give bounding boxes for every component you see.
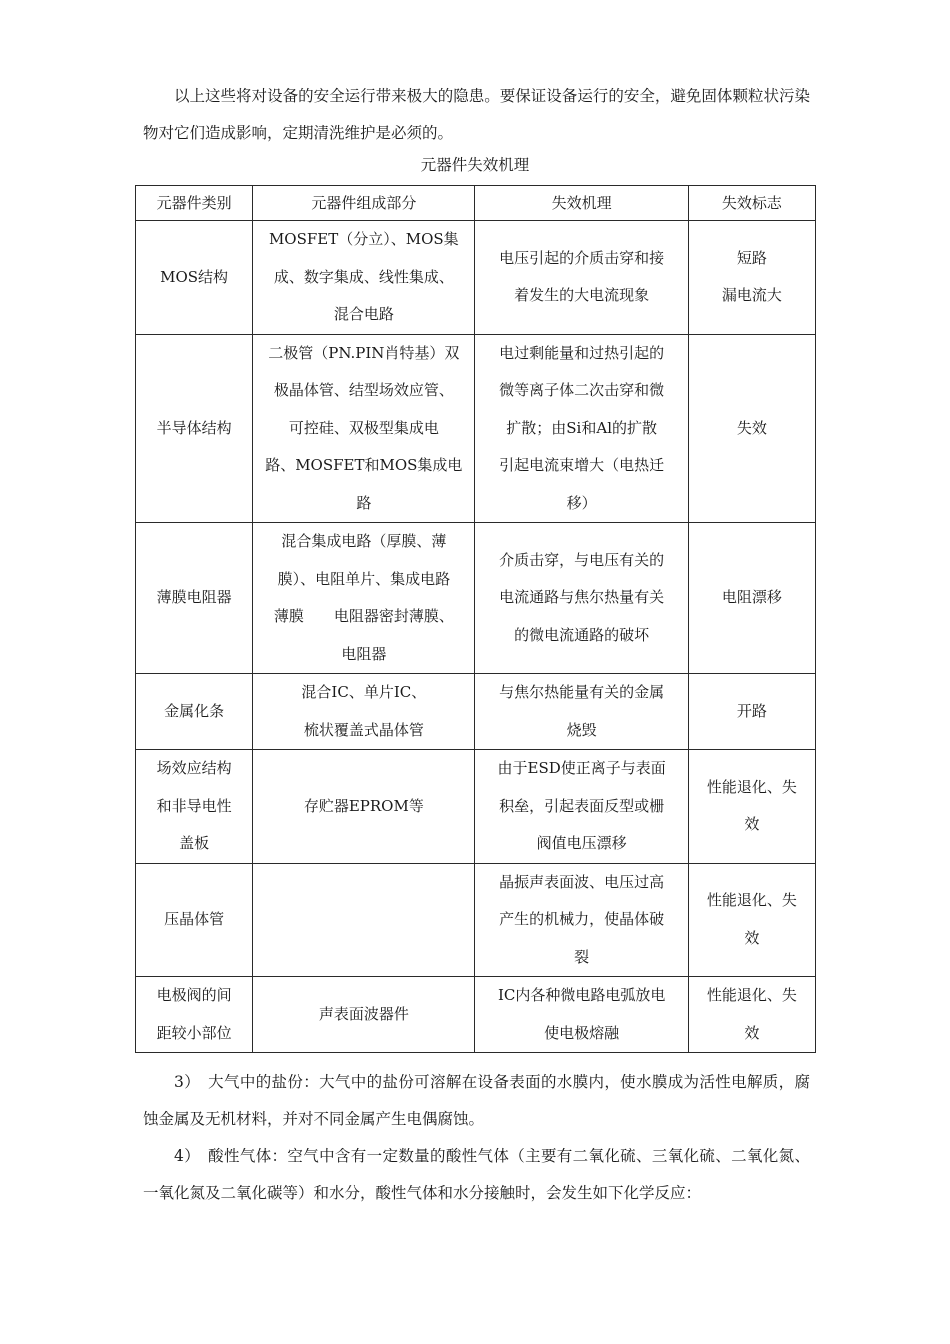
text-line: 烧毁 [566, 720, 597, 739]
table-row [136, 863, 816, 977]
text-line: 混合IC、单片IC、 [301, 683, 427, 701]
header-components: 元器件组成部分 [253, 186, 475, 221]
cell-mechanism [475, 750, 688, 864]
text-line: 与焦尔热能量有关的金属 [499, 683, 665, 701]
text-line: 距较小部位 [156, 1023, 232, 1042]
cell-mechanism [475, 523, 688, 674]
text-line: 效 [744, 928, 760, 947]
cell-components [253, 674, 475, 750]
table-row [136, 334, 816, 523]
text-line: 成、数字集成、线性集成、 [273, 267, 454, 286]
intro-paragraph: 以上这些将对设备的安全运行带来极大的隐患。要保证设备运行的安全，避免固体颗粒状污染物对它们造成影响，定期清洗维护是必须的。 [143, 87, 810, 142]
text-line: 可控硅、双极型集成电 [288, 418, 439, 437]
text-line: 极晶体管、结型场效应管、 [273, 381, 454, 399]
text-line: 梳状覆盖式晶体管 [303, 720, 424, 739]
cell-components [253, 523, 475, 674]
cell-category: 半导体结构 [136, 334, 253, 523]
text-line: 混合集成电路（厚膜、薄 [281, 532, 447, 550]
failure-mechanism-table [135, 185, 816, 1053]
cell-components [253, 334, 475, 523]
header-category: 元器件类别 [136, 186, 253, 221]
text-line: 产生的机械力，使晶体破 [499, 910, 665, 928]
text-line: 积垒，引起表面反型或栅 [499, 796, 665, 815]
paragraph-salt: 3） 大气中的盐份：大气中的盐份可溶解在设备表面的水膜内，使水膜成为活性电解质，腐蚀金属及无机材料，并对不同金属产生电偶腐蚀。 [143, 1073, 810, 1128]
text-line: 介质击穿，与电压有关的 [499, 550, 665, 569]
text-line: 电流通路与焦尔热量有关 [499, 588, 665, 607]
text-line: 的微电流通路的破坏 [514, 625, 650, 644]
table-caption: 元器件失效机理 [420, 156, 530, 174]
header-sign: 失效标志 [688, 186, 815, 221]
text-line: 由于ESD使正离子与表面 [497, 759, 666, 777]
table-row [136, 674, 816, 750]
text-line: 声表面波器件 [318, 1004, 409, 1023]
text-line: 晶振声表面波、电压过高 [499, 872, 665, 891]
table-row [136, 977, 816, 1053]
text-line: 漏电流大 [721, 286, 782, 305]
cell-mechanism [475, 977, 688, 1053]
text-line: 路、MOSFET和MOS集成电路 [265, 456, 463, 512]
cell-sign [688, 750, 815, 864]
cell-sign [688, 674, 815, 750]
cell-components [253, 977, 475, 1053]
text-line: 电阻漂移 [721, 588, 782, 607]
text-line: 薄膜 电阻器密封薄膜、 [273, 607, 454, 625]
cell-sign [688, 221, 815, 335]
cell-category: 金属化条 [136, 674, 253, 750]
cell-category [136, 750, 253, 864]
text-line: 存贮器EPROM等 [303, 796, 424, 815]
cell-category: 压晶体管 [136, 863, 253, 977]
text-line: 效 [744, 815, 760, 834]
cell-mechanism [475, 674, 688, 750]
table-row [136, 750, 816, 864]
text-line: 膜）、电阻单片、集成电路 [277, 569, 451, 588]
table-row [136, 221, 816, 335]
text-line: 和非导电性 [156, 796, 232, 815]
text-line: 使电极熔融 [544, 1023, 620, 1042]
text-line: 着发生的大电流现象 [514, 286, 650, 305]
text-line: 扩散；由Si和Al的扩散 [506, 418, 657, 437]
cell-sign [688, 334, 815, 523]
cell-mechanism [475, 334, 688, 523]
text-line: 性能退化、失 [706, 777, 797, 796]
text-line: 开路 [736, 701, 767, 720]
text-line: 短路 [736, 248, 767, 267]
text-line: 电过剩能量和过热引起的 [499, 343, 665, 362]
cell-components [253, 750, 475, 864]
text-line: 电极阀的间 [156, 986, 232, 1004]
table-row [136, 523, 816, 674]
text-line: 性能退化、失 [706, 891, 797, 910]
text-line: 失效 [736, 418, 767, 437]
text-line: 微等离子体二次击穿和微 [499, 381, 665, 399]
paragraph-acid-gas: 4） 酸性气体：空气中含有一定数量的酸性气体（主要有二氧化硫、三氧化硫、二氧化氮、一氧化氮及二氧化碳等）和水分，酸性气体和水分接触时，会发生如下化学反应： [143, 1147, 810, 1202]
text-line: 二极管（PN.PIN肖特基）双 [268, 343, 460, 362]
cell-category [136, 977, 253, 1053]
cell-sign [688, 523, 815, 674]
text-line: 移） [566, 493, 597, 512]
text-line: MOSFET（分立）、MOS集 [268, 230, 459, 248]
text-line: 阀值电压漂移 [536, 834, 627, 852]
text-line: 盖板 [179, 834, 210, 852]
text-line: 电阻器 [341, 644, 387, 663]
text-line: 混合电路 [333, 305, 394, 323]
cell-sign [688, 977, 815, 1053]
table-header-row [136, 186, 816, 221]
text-line: 场效应结构 [156, 759, 232, 777]
text-line: 性能退化、失 [706, 986, 797, 1004]
cell-mechanism [475, 221, 688, 335]
cell-category: MOS结构 [136, 221, 253, 335]
header-mechanism: 失效机理 [475, 186, 688, 221]
text-line: IC内各种微电路电弧放电 [497, 986, 666, 1004]
text-line: 电压引起的介质击穿和接 [499, 248, 665, 267]
cell-components [253, 863, 475, 977]
text-line: 效 [744, 1023, 760, 1042]
cell-category: 薄膜电阻器 [136, 523, 253, 674]
text-line: 引起电流束增大（电热迁 [499, 456, 665, 474]
cell-mechanism [475, 863, 688, 977]
cell-components [253, 221, 475, 335]
text-line: 裂 [574, 947, 590, 966]
cell-sign [688, 863, 815, 977]
